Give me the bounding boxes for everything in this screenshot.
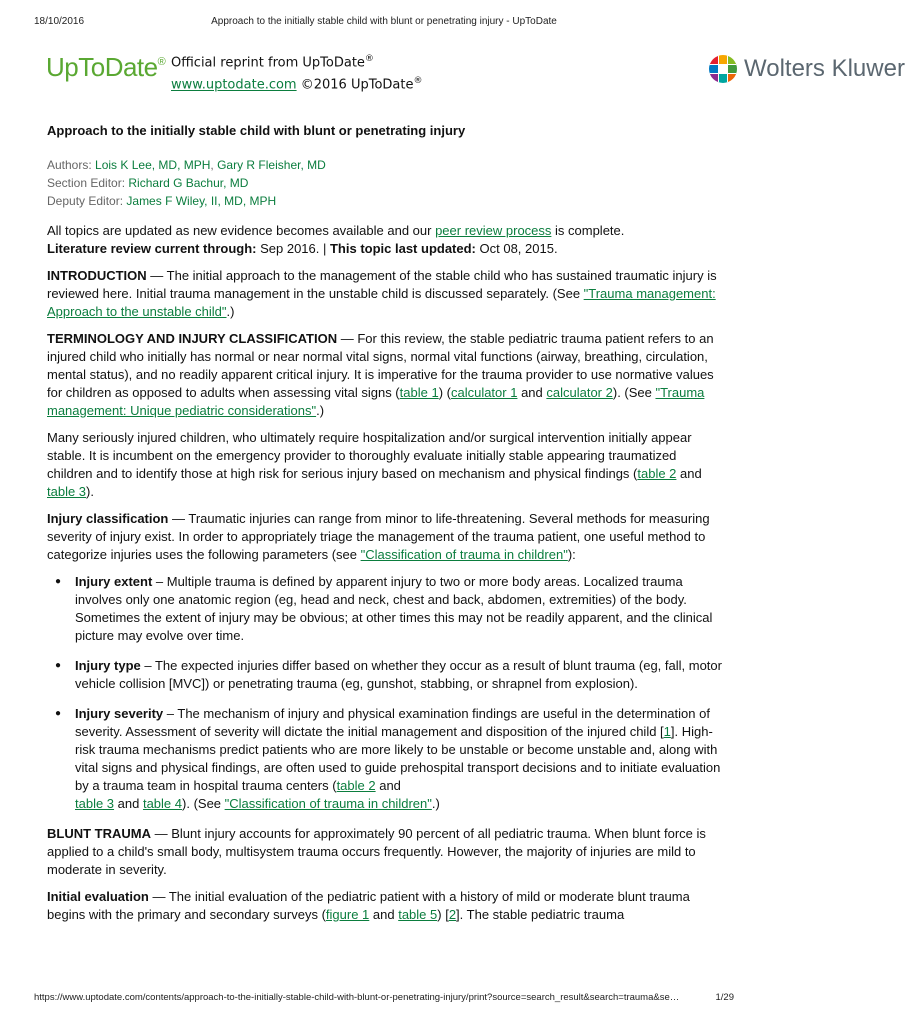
section-editor-link[interactable]: Richard G Bachur, MD [128,176,249,190]
reference-link[interactable]: 1 [663,724,671,739]
section-heading: TERMINOLOGY AND INJURY CLASSIFICATION [47,331,338,346]
uptodate-logo[interactable] [46,52,165,83]
topic-link[interactable]: "Classification of trauma in children" [224,796,432,811]
deputy-editor-link[interactable]: James F Wiley, II, MD, MPH [126,194,277,208]
list-item: ● Injury extent – Multiple trauma is defined by apparent injury to two or more body areas. Localized trauma involves only one anatomic region (eg, head and neck, chest and back, abdomen, extremities) of the body. Sometimes the extent of injury may be obvious; at other times this may not be readily apparent, and the clinical picture may evolve over time. [75,573,723,645]
update-note: All topics are updated as new evidence becomes available and our peer review process is complete. Literature review current through: Sep 2016. | This topic last updated: Oct 08, 2015. [47,223,625,256]
article-body [47,122,723,933]
brand-bar [46,46,905,94]
print-footer [34,992,734,1006]
uptodate-site-link[interactable]: www.uptodate.com [171,77,297,93]
table-link[interactable]: table 4 [142,796,183,811]
table-link[interactable]: table 3 [75,796,115,811]
calculator-link[interactable]: calculator 1 [450,385,518,400]
calculator-link[interactable]: calculator 2 [546,385,613,400]
topic-link[interactable]: "Classification of trauma in children" [360,547,568,562]
wolters-kluwer-globe-icon [708,54,738,84]
page-number: 1/29 [715,992,734,1003]
topic-link[interactable]: "Trauma management: Unique pediatric considerations" [47,385,705,418]
terminology-paragraph: TERMINOLOGY AND INJURY CLASSIFICATION — For this review, the stable pediatric trauma patient refers to an injured child who initially has normal or near normal vital signs, normal vital functions (airway, breathing, circulation, mental status), and no readily apparent critical injury. It is imperative for the trauma provider to use normative values for children as opposed to adults when assessing vital signs (table 1) (calculator 1 and calculator 2). (See "Trauma management: Unique pediatric considerations".) [47,331,714,418]
subsection-heading: Initial evaluation [47,889,149,904]
author-link[interactable]: Lois K Lee, MD, MPH [95,158,211,172]
registered-mark: ® [157,56,166,68]
table-link[interactable]: table 1 [399,385,439,400]
topic-link[interactable]: "Trauma management: Approach to the unstable child" [47,286,716,319]
introduction-paragraph: INTRODUCTION — The initial approach to the management of the stable child who has sustained traumatic injury is reviewed here. Initial trauma management in the unstable child is discussed separately. (See "Trauma management: Approach to the unstable child".) [47,268,717,319]
list-item: ● Injury severity – The mechanism of injury and physical examination findings are useful in the determination of severity. Assessment of severity will dictate the initial management and disposition of the injured child [1]. High-risk trauma mechanisms predict patients who are more likely to be unstable or become unstable and, along with vital signs and physical findings, are often used to guide prehospital transport decisions and to initiate evaluation by a trauma team in hospital trauma centers (table 2 and table 3 and table 4). (See "Classification of trauma in children".) [75,705,723,813]
initial-evaluation-paragraph: Initial evaluation — The initial evaluation of the pediatric patient with a history of mild or moderate blunt trauma begins with the primary and secondary surveys (figure 1 and table 5) [2]. The stable pediatric trauma [47,889,690,922]
table-link[interactable]: table 2 [336,778,376,793]
blunt-trauma-paragraph: BLUNT TRAUMA — Blunt injury accounts for approximately 90 percent of all pediatric trauma. When blunt force is applied to a child's small body, multisystem trauma occurs frequently. However, the majority of injuries are mild to moderate in severity. [47,826,706,877]
reprint-line: Official reprint from UpToDate [171,55,365,71]
subsection-heading: Injury classification [47,511,169,526]
reprint-notice: Official reprint from UpToDate® www.uptodate.com ©2016 UpToDate® [171,54,423,93]
classification-list [47,573,723,813]
table-link[interactable]: table 3 [47,484,87,499]
author-link[interactable]: Gary R Fleisher, MD [217,158,326,172]
print-date: 18/10/2016 [34,16,85,27]
section-heading: BLUNT TRAUMA [47,826,151,841]
section-editor-row: Section Editor: Richard G Bachur, MD [47,176,249,190]
table-link[interactable]: table 5 [398,907,438,922]
article-title: Approach to the initially stable child with blunt or penetrating injury [47,123,466,138]
deputy-editor-row: Deputy Editor: James F Wiley, II, MD, MPH [47,194,277,208]
copyright: ©2016 UpToDate [300,77,414,93]
table-link[interactable]: table 2 [637,466,677,481]
section-heading: INTRODUCTION [47,268,147,283]
reference-link[interactable]: 2 [448,907,457,922]
list-item: ● Injury type – The expected injuries differ based on whether they occur as a result of blunt trauma (eg, fall, motor vehicle collision [MVC]) or penetrating trauma (eg, gunshot, stabbing, or shrapnel from explosion). [75,657,723,693]
byline [47,156,723,210]
uptodate-logo-text: UpToDate [46,52,158,82]
print-page-title: Approach to the initially stable child with blunt or penetrating injury - UpToDate [211,16,557,27]
print-url: https://www.uptodate.com/contents/approach-to-the-initially-stable-child-with-blunt-or-penetrating-injury/print?source=search_result&search=trauma&se… [34,992,680,1003]
injury-classification-paragraph: Injury classification — Traumatic injuries can range from minor to life-threatening. Several methods for measuring severity of injury exist. In order to appropriately triage the management of the trauma patient, one useful method to categorize injuries uses the following parameters (see "Classification of trauma in children"): [47,511,710,562]
print-header [34,16,734,30]
figure-link[interactable]: figure 1 [325,907,370,922]
authors-row: Authors: Lois K Lee, MD, MPH, Gary R Fleisher, MD [47,158,326,172]
peer-review-link[interactable]: peer review process [435,223,552,238]
stable-appearing-paragraph: Many seriously injured children, who ultimately require hospitalization and/or surgical intervention initially appear stable. It is incumbent on the emergency provider to thoroughly evaluate initially stable appearing traumatized children and to identify those at high risk for serious injury based on mechanism and physical findings (table 2 and table 3). [47,430,702,499]
wolters-kluwer-wordmark: Wolters Kluwer [744,55,905,82]
